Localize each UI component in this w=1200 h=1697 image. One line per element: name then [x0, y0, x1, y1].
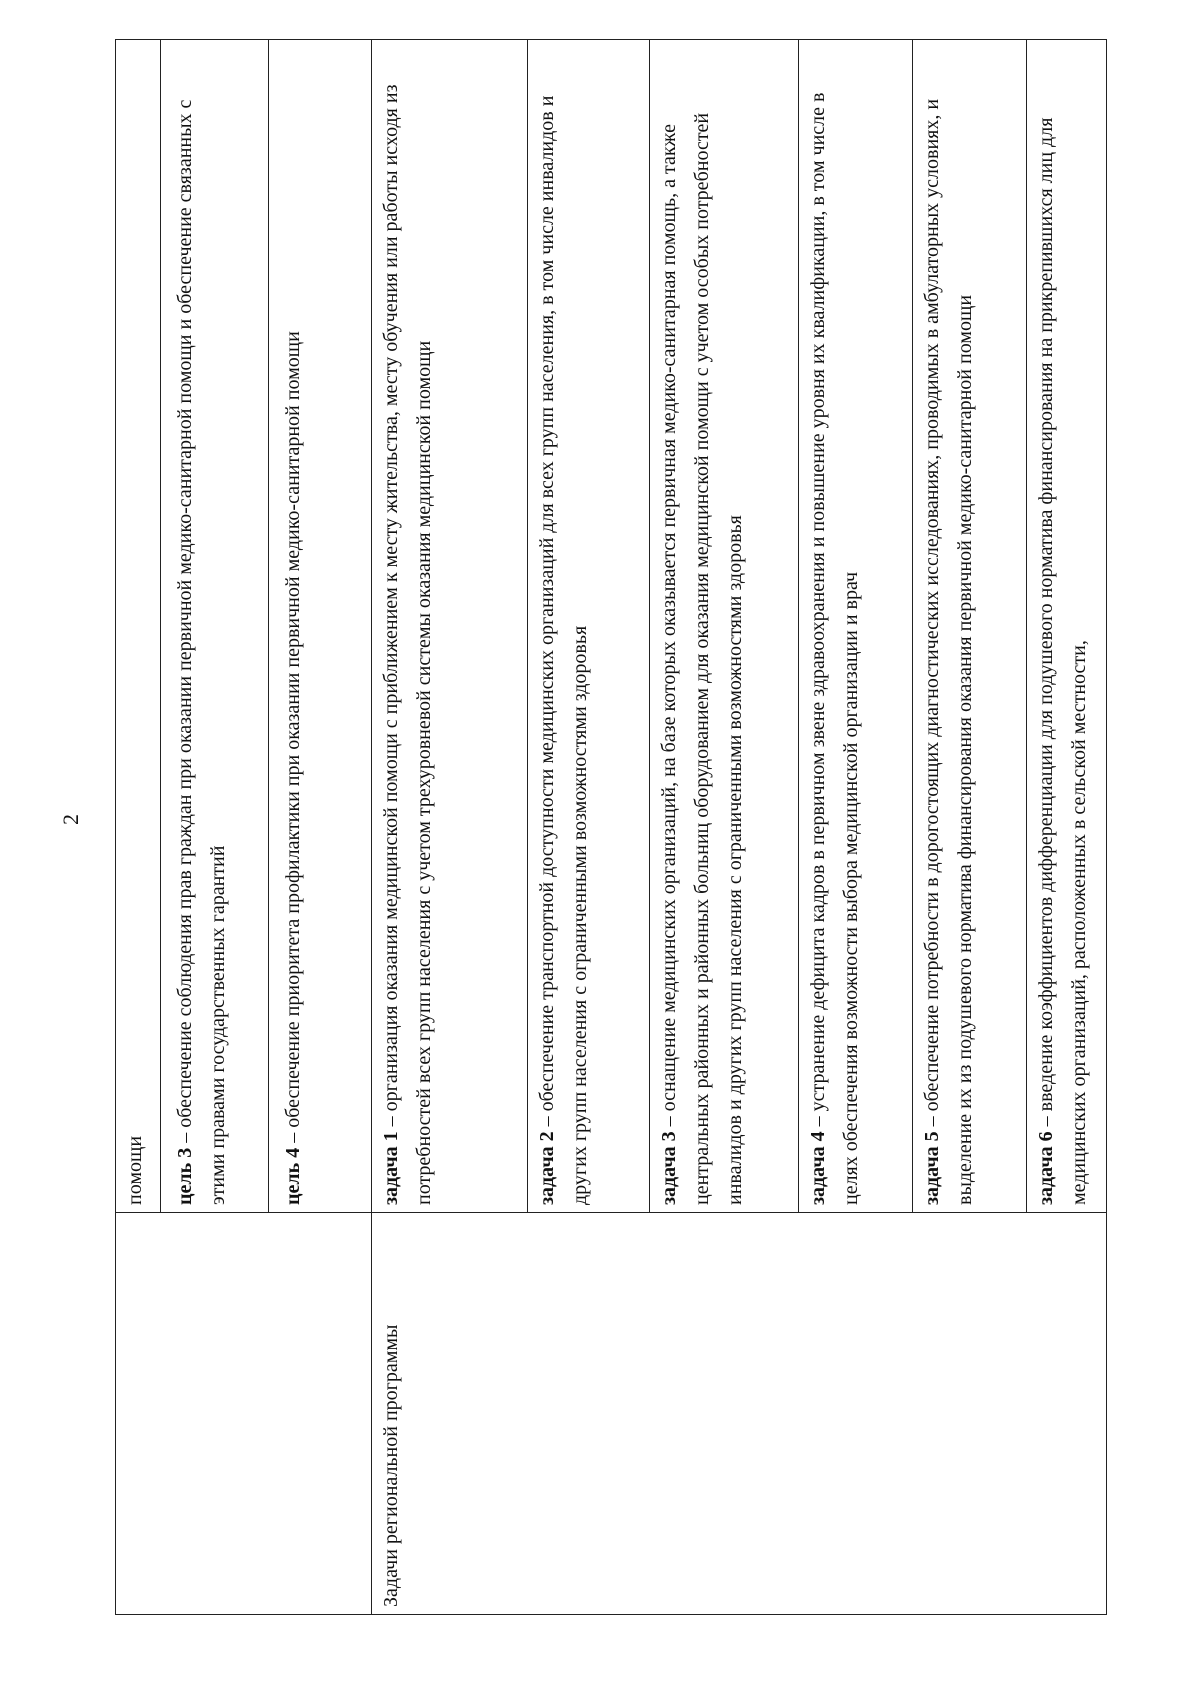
task-cell-2 — [528, 40, 650, 1213]
goal-continuation-cell — [116, 40, 161, 1213]
task-cell-6 — [1027, 40, 1107, 1213]
tasks-label-cell — [372, 1213, 1107, 1615]
task-cell-5 — [913, 40, 1027, 1213]
task-text: – организация оказания медицинской помощи с приближением к месту жительства, месту обучения или работы исходя из потребностей всех групп населения с учетом трехуровневой системы оказания медицинской помощи — [380, 84, 435, 1205]
task-text: – введение коэффициентов дифференциации для подушевого норматива финансирования на прикрепившихся лиц для медицинских организаций, расположенных в сельской местности, — [1035, 117, 1090, 1205]
task-cell-1 — [372, 40, 528, 1213]
table-row — [372, 40, 528, 1615]
goal-text: – обеспечение соблюдения прав граждан при оказании первичной медико-санитарной помощи и обеспечение связанных с этими правами государственных гарантий — [174, 99, 229, 1205]
rotated-page-content — [115, 40, 1095, 1615]
goal-text: – обеспечение приоритета профилактики при оказании первичной медико-санитарной помощи — [282, 331, 304, 1148]
goal-keyword: цель 4 — [282, 1147, 304, 1205]
program-passport-table — [115, 39, 1107, 1615]
goal-cell-4 — [269, 40, 372, 1213]
task-keyword: задача 3 — [658, 1131, 680, 1205]
task-keyword: задача 5 — [921, 1131, 943, 1205]
task-text: – устранение дефицита кадров в первичном звене здравоохранения и повышение уровня их квалификации, в том числе в целях обеспечения возможности выбора медицинской организации и врач — [807, 92, 862, 1205]
page-number: 2 — [58, 814, 83, 825]
task-keyword: задача 2 — [536, 1131, 558, 1205]
task-keyword: задача 1 — [380, 1131, 402, 1205]
table-row — [116, 40, 161, 1615]
task-keyword: задача 6 — [1035, 1131, 1057, 1205]
label-cell-empty — [116, 1213, 372, 1615]
goal-cell-3 — [161, 40, 269, 1213]
goal-keyword: цель 3 — [174, 1147, 196, 1205]
task-text: – оснащение медицинских организаций, на базе которых оказывается первичная медико-санитарная помощь, а также центральных районных и районных больниц оборудованием для оказания медицинской помощи с учетом особых потребностей инвалидов и других групп населения с ограниченными возможностями здоровья — [658, 112, 746, 1205]
tasks-label: Задачи региональной программы — [380, 1324, 402, 1607]
task-cell-3 — [650, 40, 799, 1213]
goal-continuation-text: помощи — [124, 1135, 146, 1205]
task-text: – обеспечение транспортной доступности медицинских организаций для всех групп населения, в том числе инвалидов и других групп населения с ограниченными возможностями здоровья — [536, 95, 591, 1205]
task-cell-4 — [799, 40, 913, 1213]
task-keyword: задача 4 — [807, 1131, 829, 1205]
task-text: – обеспечение потребности в дорогостоящих диагностических исследованиях, проводимых в амбулаторных условиях, и выделение их из подушевого норматива финансирования оказания первичной медико-санитарной помощи — [921, 98, 976, 1205]
